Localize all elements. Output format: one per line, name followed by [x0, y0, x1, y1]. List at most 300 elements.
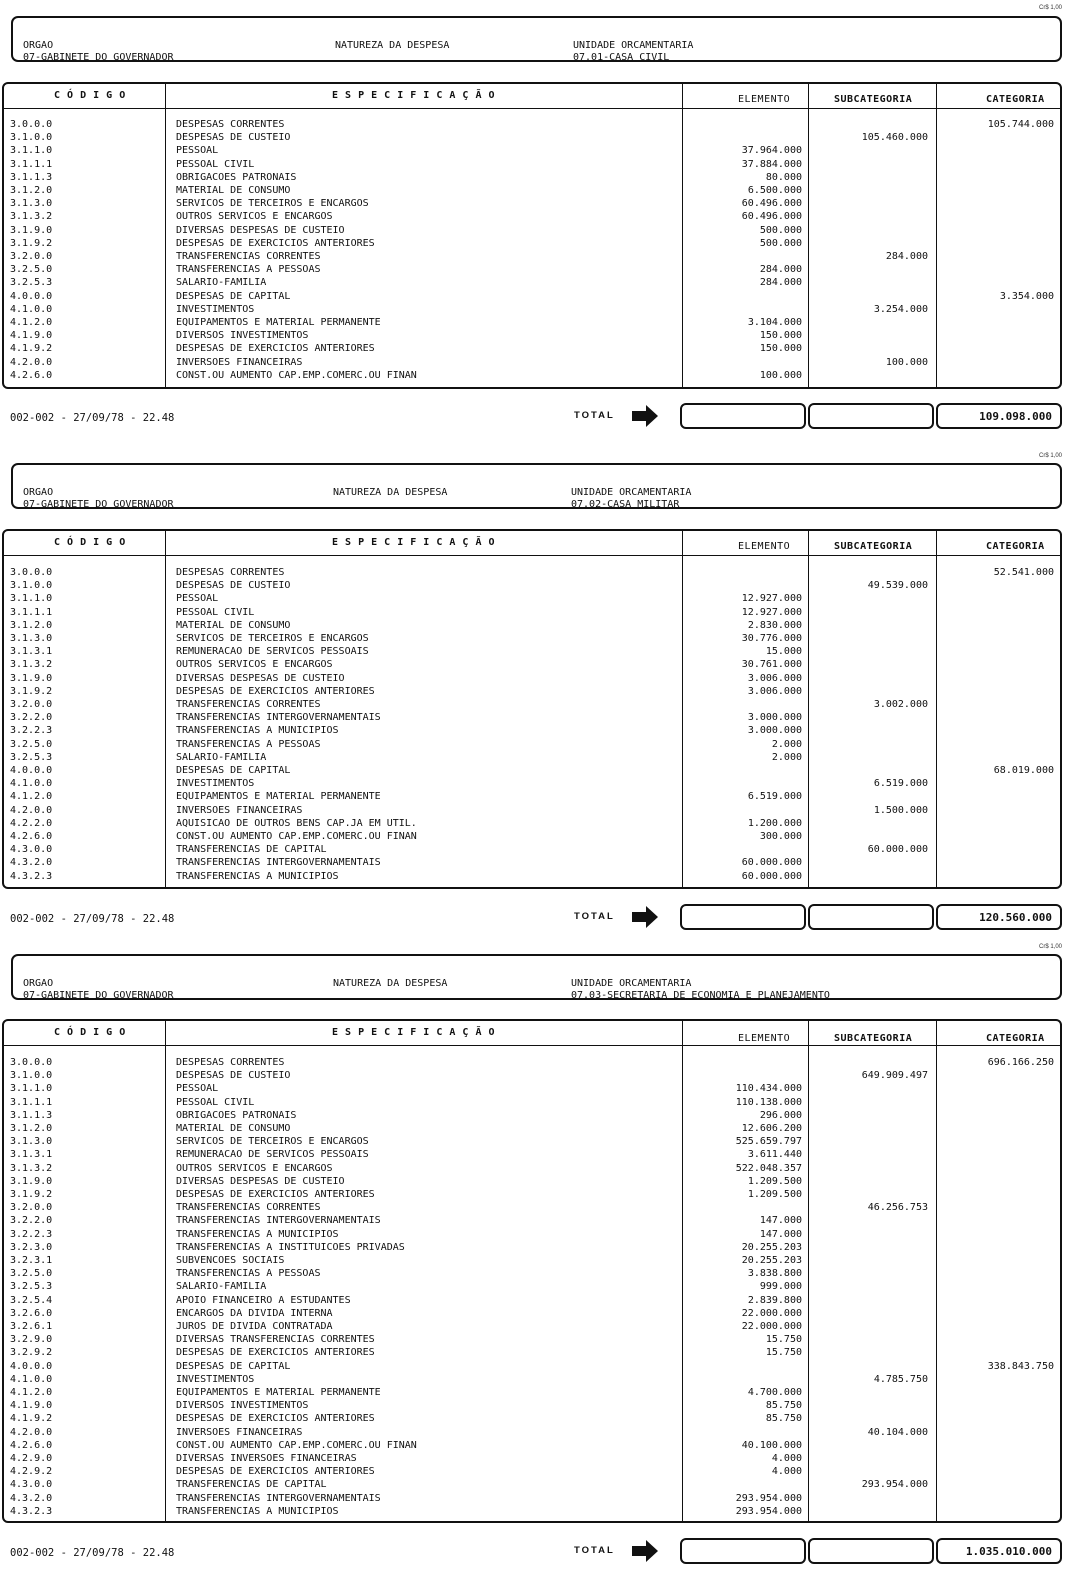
total-value: 120.560.000 [936, 904, 1062, 930]
row-elemento: 525.659.797 [735, 1136, 802, 1148]
row-specification: DIVERSAS DESPESAS DE CUSTEIO [176, 672, 345, 684]
row-code: 3.2.5.0 [10, 738, 53, 750]
table-row [4, 672, 1060, 685]
unidade-value: 07.03-SECRETARIA DE ECONOMIA E PLANEJAMENTO [571, 990, 830, 1001]
row-specification: MATERIAL DE CONSUMO [176, 185, 291, 196]
table-row [4, 1228, 1060, 1241]
row-subcategoria: 284.000 [885, 251, 928, 262]
row-specification: SERVICOS DE TERCEIROS E ENCARGOS [176, 198, 369, 210]
row-specification: SALARIO-FAMILIA [176, 277, 267, 289]
col-codigo: C Ó D I G O [54, 537, 126, 548]
table-row [4, 698, 1060, 711]
row-code: 4.1.9.2 [10, 1413, 53, 1425]
row-elemento: 999.000 [759, 1281, 802, 1293]
budget-table [2, 82, 1062, 389]
row-specification: OUTROS SERVICOS E ENCARGOS [176, 1162, 333, 1174]
table-row [4, 1241, 1060, 1254]
natureza-label: NATUREZA DA DESPESA [333, 978, 448, 989]
row-code: 3.1.3.2 [10, 211, 53, 223]
natureza-label: NATUREZA DA DESPESA [333, 487, 448, 498]
row-elemento: 80.000 [765, 171, 802, 183]
row-code: 4.1.0.0 [10, 778, 53, 790]
row-code: 4.0.0.0 [10, 1360, 53, 1372]
table-row [4, 1465, 1060, 1478]
row-categoria: 105.744.000 [987, 119, 1054, 130]
total-label: TOTAL [574, 911, 615, 922]
row-subcategoria: 1.500.000 [873, 804, 928, 816]
print-stamp: 002-002 - 27/09/78 - 22.48 [10, 412, 175, 424]
row-specification: DESPESAS DE CUSTEIO [176, 580, 291, 592]
row-specification: TRANSFERENCIAS A PESSOAS [176, 1268, 321, 1280]
row-code: 3.2.3.1 [10, 1255, 53, 1266]
table-row [4, 250, 1060, 263]
table-row [4, 777, 1060, 790]
currency-label: Cr$ 1,00 [1038, 5, 1062, 11]
print-stamp: 002-002 - 27/09/78 - 22.48 [10, 1547, 175, 1559]
row-code: 4.3.2.3 [10, 1505, 53, 1517]
row-specification: INVESTIMENTOS [176, 303, 255, 315]
table-row [4, 1320, 1060, 1333]
row-specification: SERVICOS DE TERCEIROS E ENCARGOS [176, 633, 369, 644]
table-row [4, 658, 1060, 671]
table-row [4, 158, 1060, 171]
row-specification: MATERIAL DE CONSUMO [176, 619, 291, 631]
row-specification: PESSOAL [176, 593, 219, 605]
col-codigo: C Ó D I G O [54, 90, 126, 101]
row-specification: EQUIPAMENTOS E MATERIAL PERMANENTE [176, 791, 381, 803]
row-subcategoria: 105.460.000 [861, 132, 928, 144]
row-subcategoria: 4.785.750 [873, 1373, 928, 1385]
table-row [4, 843, 1060, 856]
row-code: 3.1.3.1 [10, 646, 53, 658]
row-specification: TRANSFERENCIAS CORRENTES [176, 251, 321, 262]
row-specification: DESPESAS DE CUSTEIO [176, 132, 291, 144]
row-subcategoria: 3.002.000 [873, 699, 928, 710]
row-code: 3.1.1.0 [10, 1083, 53, 1095]
row-code: 4.2.0.0 [10, 804, 53, 816]
row-specification: DESPESAS CORRENTES [176, 119, 285, 130]
row-elemento: 500.000 [759, 224, 802, 236]
table-row [4, 1267, 1060, 1280]
row-elemento: 3.000.000 [747, 725, 802, 737]
row-code: 3.2.2.3 [10, 725, 53, 737]
row-specification: PESSOAL CIVIL [176, 1096, 255, 1108]
row-specification: DIVERSAS TRANSFERENCIAS CORRENTES [176, 1334, 375, 1346]
row-specification: CONST.OU AUMENTO CAP.EMP.COMERC.OU FINAN [176, 831, 417, 842]
section-header [11, 954, 1062, 1000]
table-row [4, 817, 1060, 830]
row-elemento: 12.927.000 [741, 606, 802, 618]
row-specification: TRANSFERENCIAS A MUNICIPIOS [176, 1228, 339, 1240]
table-row [4, 1201, 1060, 1214]
row-specification: DIVERSAS DESPESAS DE CUSTEIO [176, 1175, 345, 1187]
table-row [4, 606, 1060, 619]
row-elemento: 60.496.000 [741, 211, 802, 223]
orgao-label: ORGAO [23, 487, 54, 498]
row-specification: DIVERSOS INVESTIMENTOS [176, 330, 309, 342]
row-specification: EQUIPAMENTOS E MATERIAL PERMANENTE [176, 317, 381, 328]
row-specification: CONST.OU AUMENTO CAP.EMP.COMERC.OU FINAN [176, 1439, 417, 1451]
row-subcategoria: 60.000.000 [867, 844, 928, 856]
row-elemento: 293.954.000 [735, 1505, 802, 1517]
row-elemento: 284.000 [759, 264, 802, 276]
row-code: 4.1.0.0 [10, 1373, 53, 1385]
row-code: 3.1.3.0 [10, 198, 53, 210]
table-row [4, 1096, 1060, 1109]
row-elemento: 2.000 [771, 751, 802, 763]
total-elemento-box [680, 1538, 806, 1564]
table-row [4, 1069, 1060, 1082]
table-row [4, 276, 1060, 289]
row-code: 3.0.0.0 [10, 567, 53, 578]
table-row [4, 790, 1060, 803]
row-specification: DESPESAS CORRENTES [176, 1057, 285, 1068]
row-elemento: 3.611.440 [747, 1149, 802, 1161]
row-categoria: 3.354.000 [999, 290, 1054, 302]
table-row [4, 764, 1060, 777]
table-row [4, 1426, 1060, 1439]
row-specification: SALARIO-FAMILIA [176, 751, 267, 763]
row-elemento: 30.761.000 [741, 659, 802, 671]
row-code: 3.2.2.3 [10, 1228, 53, 1240]
row-code: 3.1.9.0 [10, 672, 53, 684]
orgao-value: 07-GABINETE DO GOVERNADOR [23, 52, 174, 63]
row-code: 4.3.2.0 [10, 857, 53, 869]
row-specification: DESPESAS DE EXERCICIOS ANTERIORES [176, 237, 375, 249]
row-subcategoria: 40.104.000 [867, 1426, 928, 1438]
row-specification: DESPESAS DE EXERCICIOS ANTERIORES [176, 343, 375, 355]
row-code: 3.2.5.3 [10, 751, 53, 763]
row-code: 4.3.0.0 [10, 844, 53, 856]
table-row [4, 144, 1060, 157]
table-row [4, 1307, 1060, 1320]
row-elemento: 4.000 [771, 1453, 802, 1464]
row-code: 3.1.1.3 [10, 171, 53, 183]
row-elemento: 2.839.800 [747, 1294, 802, 1306]
row-specification: EQUIPAMENTOS E MATERIAL PERMANENTE [176, 1387, 381, 1398]
row-elemento: 30.776.000 [741, 633, 802, 644]
table-row [4, 1214, 1060, 1227]
row-elemento: 1.209.500 [747, 1189, 802, 1200]
row-subcategoria: 49.539.000 [867, 580, 928, 592]
table-row [4, 1056, 1060, 1069]
row-specification: DIVERSAS DESPESAS DE CUSTEIO [176, 224, 345, 236]
row-elemento: 110.138.000 [735, 1096, 802, 1108]
row-specification: DESPESAS DE CAPITAL [176, 765, 291, 776]
row-specification: INVESTIMENTOS [176, 1373, 255, 1385]
table-row [4, 303, 1060, 316]
row-subcategoria: 649.909.497 [861, 1070, 928, 1082]
row-specification: DIVERSOS INVESTIMENTOS [176, 1400, 309, 1412]
row-code: 4.2.6.0 [10, 831, 53, 842]
currency-label: Cr$ 1,00 [1038, 944, 1062, 950]
row-code: 3.2.5.3 [10, 1281, 53, 1293]
table-row [4, 1492, 1060, 1505]
total-label: TOTAL [574, 410, 615, 421]
total-label: TOTAL [574, 1545, 615, 1556]
row-elemento: 2.830.000 [747, 619, 802, 631]
row-elemento: 60.000.000 [741, 857, 802, 869]
row-code: 4.1.9.0 [10, 330, 53, 342]
row-specification: TRANSFERENCIAS A MUNICIPIOS [176, 725, 339, 737]
total-subcategoria-box [808, 1538, 934, 1564]
table-row [4, 1399, 1060, 1412]
row-specification: INVERSOES FINANCEIRAS [176, 1426, 303, 1438]
row-specification: PESSOAL CIVIL [176, 606, 255, 618]
row-specification: TRANSFERENCIAS A PESSOAS [176, 738, 321, 750]
table-row [4, 632, 1060, 645]
total-row [0, 403, 1072, 431]
unidade-label: UNIDADE ORCAMENTARIA [573, 40, 694, 51]
currency-label: Cr$ 1,00 [1038, 453, 1062, 459]
col-elemento: ELEMENTO [738, 94, 791, 105]
row-elemento: 147.000 [759, 1228, 802, 1240]
row-code: 3.1.3.0 [10, 1136, 53, 1148]
table-row [4, 1373, 1060, 1386]
row-specification: TRANSFERENCIAS CORRENTES [176, 699, 321, 710]
table-row [4, 1109, 1060, 1122]
table-row [4, 724, 1060, 737]
row-code: 3.2.0.0 [10, 251, 53, 262]
row-specification: SUBVENCOES SOCIAIS [176, 1255, 285, 1266]
section-header [11, 16, 1062, 62]
row-code: 3.1.1.0 [10, 145, 53, 157]
row-elemento: 3.006.000 [747, 672, 802, 684]
table-row [4, 369, 1060, 382]
row-code: 3.2.0.0 [10, 1202, 53, 1214]
table-row [4, 1175, 1060, 1188]
table-row [4, 224, 1060, 237]
natureza-label: NATUREZA DA DESPESA [335, 40, 450, 51]
table-row [4, 210, 1060, 223]
row-code: 3.1.0.0 [10, 580, 53, 592]
row-elemento: 40.100.000 [741, 1439, 802, 1451]
orgao-label: ORGAO [23, 40, 54, 51]
row-code: 3.2.5.3 [10, 277, 53, 289]
row-code: 3.0.0.0 [10, 119, 53, 130]
row-code: 4.0.0.0 [10, 765, 53, 776]
row-specification: SALARIO-FAMILIA [176, 1281, 267, 1293]
row-specification: MATERIAL DE CONSUMO [176, 1123, 291, 1134]
row-specification: PESSOAL CIVIL [176, 158, 255, 170]
table-row [4, 592, 1060, 605]
table-row [4, 1162, 1060, 1175]
row-code: 4.1.9.0 [10, 1400, 53, 1412]
col-categoria: CATEGORIA [986, 94, 1045, 105]
row-code: 3.2.6.0 [10, 1307, 53, 1319]
row-specification: REMUNERACAO DE SERVICOS PESSOAIS [176, 1149, 369, 1161]
row-specification: INVESTIMENTOS [176, 778, 255, 790]
row-code: 3.0.0.0 [10, 1057, 53, 1068]
row-specification: OUTROS SERVICOS E ENCARGOS [176, 659, 333, 671]
row-code: 4.1.2.0 [10, 791, 53, 803]
row-elemento: 37.884.000 [741, 158, 802, 170]
col-subcategoria: SUBCATEGORIA [834, 1033, 913, 1044]
row-code: 3.1.1.3 [10, 1109, 53, 1121]
row-specification: DESPESAS DE CUSTEIO [176, 1070, 291, 1082]
row-specification: TRANSFERENCIAS INTERGOVERNAMENTAIS [176, 712, 381, 724]
table-row [4, 1478, 1060, 1491]
row-code: 4.2.9.0 [10, 1453, 53, 1464]
total-elemento-box [680, 403, 806, 429]
table-row [4, 804, 1060, 817]
row-specification: DESPESAS DE EXERCICIOS ANTERIORES [176, 1466, 375, 1478]
row-code: 3.2.2.0 [10, 712, 53, 724]
row-specification: OUTROS SERVICOS E ENCARGOS [176, 211, 333, 223]
row-elemento: 60.000.000 [741, 870, 802, 882]
col-subcategoria: SUBCATEGORIA [834, 94, 913, 105]
row-elemento: 15.750 [765, 1347, 802, 1359]
row-code: 4.1.2.0 [10, 1387, 53, 1398]
row-subcategoria: 46.256.753 [867, 1202, 928, 1214]
row-elemento: 3.838.800 [747, 1268, 802, 1280]
row-code: 3.1.2.0 [10, 619, 53, 631]
table-row [4, 1505, 1060, 1518]
table-row [4, 1439, 1060, 1452]
row-code: 4.0.0.0 [10, 290, 53, 302]
row-code: 3.1.1.1 [10, 1096, 53, 1108]
table-row [4, 1386, 1060, 1399]
row-elemento: 20.255.203 [741, 1255, 802, 1266]
row-elemento: 12.927.000 [741, 593, 802, 605]
table-row [4, 830, 1060, 843]
orgao-label: ORGAO [23, 978, 54, 989]
row-code: 3.2.5.0 [10, 1268, 53, 1280]
table-row [4, 237, 1060, 250]
row-elemento: 1.200.000 [747, 817, 802, 829]
row-elemento: 37.964.000 [741, 145, 802, 157]
row-elemento: 4.700.000 [747, 1387, 802, 1398]
row-specification: TRANSFERENCIAS A MUNICIPIOS [176, 1505, 339, 1517]
total-subcategoria-box [808, 403, 934, 429]
row-specification: DESPESAS DE EXERCICIOS ANTERIORES [176, 1413, 375, 1425]
row-elemento: 12.606.200 [741, 1123, 802, 1134]
row-code: 4.3.2.3 [10, 870, 53, 882]
arrow-right-icon [632, 405, 658, 427]
row-specification: DESPESAS DE EXERCICIOS ANTERIORES [176, 685, 375, 697]
row-code: 3.2.2.0 [10, 1215, 53, 1227]
table-row [4, 184, 1060, 197]
row-elemento: 150.000 [759, 343, 802, 355]
row-elemento: 296.000 [759, 1109, 802, 1121]
table-row [4, 316, 1060, 329]
col-elemento: ELEMENTO [738, 1033, 791, 1044]
row-specification: PESSOAL [176, 145, 219, 157]
row-code: 4.3.0.0 [10, 1479, 53, 1491]
table-row [4, 1452, 1060, 1465]
row-elemento: 15.750 [765, 1334, 802, 1346]
row-code: 3.1.9.2 [10, 237, 53, 249]
row-code: 4.2.6.0 [10, 369, 53, 381]
row-elemento: 147.000 [759, 1215, 802, 1227]
unidade-label: UNIDADE ORCAMENTARIA [571, 487, 692, 498]
row-subcategoria: 3.254.000 [873, 303, 928, 315]
row-code: 3.1.3.2 [10, 1162, 53, 1174]
col-subcategoria: SUBCATEGORIA [834, 541, 913, 552]
row-elemento: 3.104.000 [747, 317, 802, 328]
row-elemento: 6.519.000 [747, 791, 802, 803]
table-row [4, 1082, 1060, 1095]
row-specification: DESPESAS DE CAPITAL [176, 290, 291, 302]
budget-table [2, 1019, 1062, 1523]
col-elemento: ELEMENTO [738, 541, 791, 552]
row-code: 3.1.9.0 [10, 1175, 53, 1187]
total-value: 109.098.000 [936, 403, 1062, 429]
table-row [4, 1280, 1060, 1293]
unidade-label: UNIDADE ORCAMENTARIA [571, 978, 692, 989]
col-especificacao: E S P E C I F I C A Ç Ã O [332, 90, 496, 101]
table-row [4, 1294, 1060, 1307]
col-especificacao: E S P E C I F I C A Ç Ã O [332, 1027, 496, 1038]
row-specification: OBRIGACOES PATRONAIS [176, 1109, 297, 1121]
row-code: 3.2.9.2 [10, 1347, 53, 1359]
total-subcategoria-box [808, 904, 934, 930]
row-specification: TRANSFERENCIAS DE CAPITAL [176, 844, 327, 856]
row-specification: APOIO FINANCEIRO A ESTUDANTES [176, 1294, 351, 1306]
row-code: 3.2.3.0 [10, 1241, 53, 1253]
row-specification: DIVERSAS INVERSOES FINANCEIRAS [176, 1453, 357, 1464]
row-code: 4.2.0.0 [10, 356, 53, 368]
section-header [11, 463, 1062, 509]
row-elemento: 85.750 [765, 1400, 802, 1412]
row-code: 4.1.2.0 [10, 317, 53, 328]
row-elemento: 60.496.000 [741, 198, 802, 210]
table-row [4, 131, 1060, 144]
table-row [4, 356, 1060, 369]
row-code: 3.2.0.0 [10, 699, 53, 710]
row-code: 4.1.0.0 [10, 303, 53, 315]
row-code: 3.1.3.2 [10, 659, 53, 671]
budget-table [2, 529, 1062, 889]
row-elemento: 284.000 [759, 277, 802, 289]
table-row [4, 1148, 1060, 1161]
col-codigo: C Ó D I G O [54, 1027, 126, 1038]
table-row [4, 1188, 1060, 1201]
table-row [4, 1333, 1060, 1346]
row-specification: DESPESAS CORRENTES [176, 567, 285, 578]
table-row [4, 290, 1060, 303]
row-code: 3.1.2.0 [10, 1123, 53, 1134]
row-code: 4.2.6.0 [10, 1439, 53, 1451]
table-row [4, 1122, 1060, 1135]
print-stamp: 002-002 - 27/09/78 - 22.48 [10, 913, 175, 925]
row-specification: SERVICOS DE TERCEIROS E ENCARGOS [176, 1136, 369, 1148]
row-elemento: 300.000 [759, 831, 802, 842]
row-elemento: 22.000.000 [741, 1307, 802, 1319]
row-elemento: 500.000 [759, 237, 802, 249]
col-categoria: CATEGORIA [986, 541, 1045, 552]
col-categoria: CATEGORIA [986, 1033, 1045, 1044]
table-row [4, 171, 1060, 184]
total-elemento-box [680, 904, 806, 930]
row-elemento: 1.209.500 [747, 1175, 802, 1187]
table-row [4, 579, 1060, 592]
col-especificacao: E S P E C I F I C A Ç Ã O [332, 537, 496, 548]
row-code: 3.1.1.0 [10, 593, 53, 605]
row-elemento: 22.000.000 [741, 1321, 802, 1332]
row-code: 4.1.9.2 [10, 343, 53, 355]
row-categoria: 68.019.000 [993, 765, 1054, 776]
row-specification: TRANSFERENCIAS A INSTITUICOES PRIVADAS [176, 1241, 405, 1253]
row-code: 4.2.9.2 [10, 1466, 53, 1478]
row-specification: AQUISICAO DE OUTROS BENS CAP.JA EM UTIL. [176, 817, 417, 829]
table-row [4, 1412, 1060, 1425]
row-specification: INVERSOES FINANCEIRAS [176, 356, 303, 368]
row-code: 3.1.2.0 [10, 185, 53, 196]
row-specification: TRANSFERENCIAS CORRENTES [176, 1202, 321, 1214]
row-code: 4.3.2.0 [10, 1492, 53, 1504]
row-elemento: 2.000 [771, 738, 802, 750]
